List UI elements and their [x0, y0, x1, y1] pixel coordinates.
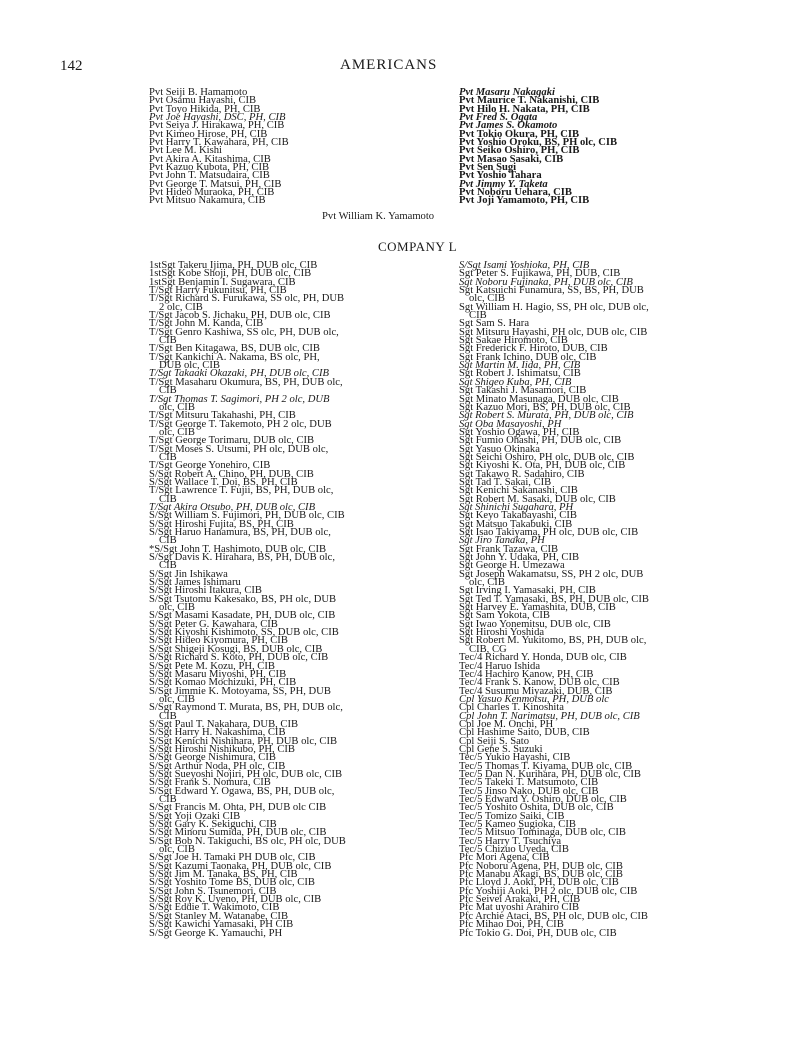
- roster-entry: Pvt Seiya J. Hirakawa, PH, CIB: [149, 120, 285, 132]
- roster-entry: Pvt Osamu Hayashi, CIB: [149, 95, 257, 107]
- roster-entry: T/Sgt Ben Kitagawa, BS, DUB olc, CIB: [149, 343, 320, 355]
- section-heading: COMPANY L: [378, 239, 458, 254]
- roster-entry: S/Sgt Edward Y. Ogawa, BS, PH, DUB olc,: [149, 785, 335, 797]
- roster-entry-continuation: CIB, CG: [469, 643, 507, 655]
- roster-entry: Sgt Robert J. Ishimatsu, CIB: [459, 368, 581, 380]
- company-l-left-column: [149, 262, 346, 938]
- roster-entry: Pvt Joji Yamamoto, PH, CIB: [459, 195, 590, 207]
- roster-entry: Tec/5 Yoshito Oshita, DUB olc, CIB: [459, 802, 614, 814]
- roster-entry: Tec/4 Richard Y. Honda, DUB olc, CIB: [459, 652, 627, 664]
- roster-entry: 1stSgt Takeru Ijima, PH, DUB olc, CIB: [149, 260, 318, 271]
- roster-entry: Pvt George T. Matsui, PH, CIB: [149, 178, 282, 190]
- roster-entry: Cpl Hashime Saito, DUB, CIB: [459, 727, 590, 739]
- roster-entry: Pfc Archie Ataci, BS, PH olc, DUB olc, CIB: [459, 910, 648, 922]
- roster-entry: S/Sgt Raymond T. Murata, BS, PH, DUB olc,: [149, 702, 343, 714]
- roster-entry: S/Sgt John S. Tsunemori, CIB: [149, 885, 277, 897]
- roster-entry: Sgt Martin M. Iida, PH, CIB: [459, 360, 581, 372]
- roster-entry: S/Sgt Roy K. Uyeno, PH, DUB olc, CIB: [149, 894, 322, 906]
- roster-entry: S/Sgt Gary K. Sekiguchi, CIB: [149, 819, 277, 831]
- roster-entry: Sgt Peter S. Fujikawa, PH, DUB, CIB: [459, 268, 621, 280]
- roster-entry: 1stSgt Kobe Shoji, PH, DUB olc, CIB: [149, 268, 312, 280]
- roster-entry-continuation: CIB: [159, 535, 177, 547]
- roster-entry: Pvt Kazuo Kubota, PH, CIB: [149, 162, 270, 174]
- roster-entry: Pvt Seiko Oshiro, PH, CIB: [459, 145, 580, 157]
- roster-entry: Sgt Jiro Tanaka, PH: [459, 535, 545, 547]
- roster-entry: S/Sgt Harry H. Nakashima, CIB: [149, 727, 286, 739]
- roster-entry: Sgt Robert S. Murata, PH, DUB olc, CIB: [459, 410, 634, 422]
- top-right-roster: [459, 89, 617, 206]
- roster-entry: S/Sgt Wallace T. Doi, BS, PH, CIB: [149, 476, 298, 488]
- roster-entry: Pvt Noboru Uehara, CIB: [459, 187, 572, 199]
- top-left-roster: [149, 89, 289, 206]
- roster-entry: Pvt Hideo Muraoka, PH, CIB: [149, 187, 275, 199]
- roster-entry: Pvt Harry T. Kawahara, PH, CIB: [149, 137, 289, 149]
- roster-entry: S/Sgt Stanley M. Watanabe, CIB: [149, 910, 289, 922]
- roster-entry-continuation: olc, CIB: [469, 577, 505, 589]
- roster-entry: Sgt Tad T. Sakai, CIB: [459, 476, 552, 488]
- roster-entry-continuation: olc, CIB: [159, 401, 195, 413]
- roster-entry: S/Sgt Komao Mochizuki, PH, CIB: [149, 677, 297, 689]
- roster-entry: Tec/5 Harry T. Tsuchiya: [459, 835, 562, 847]
- roster-entry: S/Sgt Davis K. Hirahara, BS, PH, DUB olc,: [149, 552, 335, 564]
- roster-entry: Sgt Sakae Hiromoto, CIB: [459, 335, 568, 347]
- roster-entry: Cpl Joe M. Onchi, PH: [459, 718, 554, 730]
- roster-entry: Pvt Jimmy Y. Taketa: [459, 178, 548, 190]
- roster-entry: Pvt Sen Sugi: [459, 162, 517, 174]
- roster-entry: T/Sgt Genro Kashiwa, SS olc, PH, DUB olc,: [149, 326, 339, 338]
- roster-entry-continuation: DUB olc, CIB: [159, 360, 220, 372]
- roster-entry: Cpl John T. Narimatsu, PH, DUB olc, CIB: [459, 710, 640, 722]
- roster-entry: Sgt Kazuo Mori, BS, PH, DUB olc, CIB: [459, 401, 631, 413]
- roster-entry-continuation: olc, CIB: [159, 602, 195, 614]
- roster-entry: T/Sgt Thomas T. Sagimori, PH 2 olc, DUB: [149, 393, 330, 405]
- roster-entry: Sgt Takashi J. Masamori, CIB: [459, 385, 587, 397]
- roster-entry-continuation: CIB: [159, 451, 177, 463]
- roster-entry: S/Sgt Masaru Miyoshi, PH, CIB: [149, 668, 287, 680]
- roster-entry: S/Sgt James Ishimaru: [149, 577, 241, 589]
- roster-entry: S/Sgt Bob N. Takiguchi, BS olc, PH olc, DUB: [149, 835, 346, 847]
- roster-entry: S/Sgt Hideo Kiyomura, PH, CIB: [149, 635, 288, 647]
- roster-entry: Tec/5 Takeki T. Matsumoto, CIB: [459, 777, 599, 789]
- roster-entry: T/Sgt Akira Otsubo, PH, DUB olc, CIB: [149, 501, 316, 513]
- roster-entry: Tec/4 Frank S. Kanow, DUB olc, CIB: [459, 677, 620, 689]
- roster-entry: Sgt Matsuo Takabuki, CIB: [459, 518, 573, 530]
- roster-entry: Sgt Robert M. Sasaki, DUB olc, CIB: [459, 493, 616, 505]
- roster-entry-continuation: olc, CIB: [469, 293, 505, 305]
- roster-entry: S/Sgt Sueyoshi Nojiri, PH olc, DUB olc, CIB: [149, 768, 343, 780]
- roster-entry: Pvt Toyo Hikida, PH, CIB: [149, 103, 261, 115]
- roster-entry: S/Sgt Jin Ishikawa: [149, 568, 228, 580]
- roster-entry: Tec/5 Yukio Hayashi, CIB: [459, 752, 571, 764]
- roster-entry: Sgt Sam Yokota, CIB: [459, 610, 550, 622]
- roster-entry: Cpl Seiji S. Sato: [459, 735, 530, 747]
- roster-entry: S/Sgt Jim M. Tanaka, BS, PH, CIB: [149, 869, 298, 881]
- roster-entry: Sgt William H. Hagio, SS, PH olc, DUB olc,: [459, 301, 649, 313]
- roster-entry: S/Sgt Shigeji Kosugi, BS, DUB olc, CIB: [149, 643, 323, 655]
- roster-entry: Cpl Charles T. Kinoshita: [459, 702, 564, 714]
- roster-entry: Pvt Hilo H. Nakata, PH, CIB: [459, 103, 590, 115]
- roster-entry: S/Sgt Yoshito Tome BS, DUB olc, CIB: [149, 877, 315, 889]
- roster-entry: Sgt Takawo R. Sadahiro, CIB: [459, 468, 585, 480]
- roster-entry-continuation: CIB: [159, 335, 177, 347]
- roster-entry: S/Sgt George Nishimura, CIB: [149, 752, 276, 764]
- company-l-right-column: [459, 262, 649, 938]
- roster-entry: S/Sgt Pete M. Kozu, PH, CIB: [149, 660, 275, 672]
- roster-entry: S/Sgt Hiroshi Fujita, BS, PH, CIB: [149, 518, 294, 530]
- roster-entry: Cpl Gene S. Suzuki: [459, 743, 543, 755]
- roster-entry: 1stSgt Benjamin I. Sugawara, CIB: [149, 276, 296, 288]
- roster-entry: Tec/5 Edward Y. Oshiro, DUB olc, CIB: [459, 794, 627, 805]
- roster-entry: Pfc Noboru Agena, PH, DUB olc, CIB: [459, 860, 623, 872]
- roster-entry: Tec/4 Haruo Ishida: [459, 660, 541, 672]
- roster-entry: Sgt Frank Tazawa, CIB: [459, 543, 559, 555]
- roster-entry: *S/Sgt John T. Hashimoto, DUB olc, CIB: [149, 543, 327, 555]
- roster-entry: Sgt Yasuo Okinaka: [459, 443, 540, 455]
- roster-entry: Sgt Fumio Ohashi, PH, DUB olc, CIB: [459, 435, 622, 447]
- roster-entry: Pfc Tokio G. Doi, PH, DUB olc, CIB: [459, 927, 617, 939]
- roster-entry: Pvt Maurice T. Nakanishi, CIB: [459, 95, 600, 107]
- roster-entry: Sgt George H. Umezawa: [459, 560, 565, 572]
- roster-entry: Sgt Kenichi Sakanashi, CIB: [459, 485, 578, 497]
- roster-entry: T/Sgt Jacob S. Jichaku, PH, DUB olc, CIB: [149, 310, 331, 322]
- roster-entry: T/Sgt Lawrence T. Fujii, BS, PH, DUB olc,: [149, 485, 334, 497]
- roster-entry: Tec/5 Chizuo Uyeda, CIB: [459, 844, 569, 856]
- roster-entry: Sgt Mitsuru Hayashi, PH olc, DUB olc, CIB: [459, 326, 648, 338]
- roster-entry: S/Sgt Jimmie K. Motoyama, SS, PH, DUB: [149, 685, 331, 697]
- roster-entry: Sgt John Y. Udaka, PH, CIB: [459, 552, 580, 564]
- roster-entry: Pfc Manabu Akagi, BS, DUB olc, CIB: [459, 869, 623, 881]
- roster-entry: Sgt Frank Ichino, DUB olc, CIB: [459, 351, 597, 363]
- roster-entry: S/Sgt Francis M. Ohta, PH, DUB olc CIB: [149, 802, 327, 814]
- roster-entry: Pvt Yoshio Oroku, BS, PH olc, CIB: [459, 137, 618, 149]
- roster-entry-continuation: CIB: [469, 310, 487, 322]
- roster-entry: Sgt Shinichi Sugahara, PH: [459, 501, 574, 513]
- roster-entry: S/Sgt Paul T. Nakahara, DUB, CIB: [149, 718, 299, 730]
- roster-entry: Sgt Hiroshi Yoshida: [459, 627, 545, 639]
- roster-entry: Sgt Seichi Oshiro, PH olc, DUB olc, CIB: [459, 451, 635, 463]
- roster-entry: Sgt Joseph Wakamatsu, SS, PH 2 olc, DUB: [459, 568, 644, 580]
- roster-entry: Pvt Joe Hayashi, DSC, PH, CIB: [149, 112, 286, 124]
- roster-entry: Sgt Frederick F. Hiroto, DUB, CIB: [459, 343, 608, 355]
- roster-entry-continuation: CIB: [159, 560, 177, 572]
- roster-entry: Tec/4 Hachiro Kanow, PH, CIB: [459, 668, 594, 680]
- roster-entry: S/Sgt Kawichi Yamasaki, PH CIB: [149, 919, 294, 931]
- roster-entry: T/Sgt Mitsuru Takahashi, PH, CIB: [149, 410, 296, 422]
- roster-entry: Tec/5 Jinso Nako, DUB olc, CIB: [459, 785, 599, 797]
- roster-entry-continuation: CIB: [159, 385, 177, 397]
- roster-entry: T/Sgt George Yonehiro, CIB: [149, 460, 271, 472]
- roster-entry: Pvt Lee M. Kishi: [149, 145, 222, 157]
- roster-entry: S/Sgt Masami Kasadate, PH, DUB olc, CIB: [149, 610, 336, 622]
- roster-entry: Sgt Yoshio Ogawa, PH, CIB: [459, 426, 580, 438]
- roster-entry: T/Sgt Harry Fukunitsu, PH, CIB: [149, 285, 287, 297]
- roster-entry: S/Sgt Peter G. Kawahara, CIB: [149, 618, 278, 630]
- roster-entry: Tec/5 Dan N. Kurihara, PH, DUB olc, CIB: [459, 768, 641, 780]
- roster-entry-continuation: CIB: [159, 794, 177, 805]
- roster-entry: Pvt Mitsuo Nakamura, CIB: [149, 195, 266, 207]
- roster-entry: Pvt Masaru Nakagaki: [459, 87, 555, 98]
- roster-entry: Sgt Ted T. Yamasaki, BS, PH, DUB olc, CIB: [459, 593, 649, 605]
- roster-entry: Tec/5 Mitsuo Tominaga, DUB olc, CIB: [459, 827, 626, 839]
- roster-entry-continuation: CIB: [159, 710, 177, 722]
- roster-entry: Sgt Sam S. Hara: [459, 318, 530, 330]
- roster-entry: Sgt Katsuichi Funamura, SS, BS, PH, DUB: [459, 285, 644, 297]
- roster-entry: Pvt Seiji B. Hamamoto: [149, 87, 248, 98]
- roster-entry: Pfc Mori Agena, CIB: [459, 852, 550, 864]
- roster-entry: S/Sgt Minoru Sumida, PH, DUB olc, CIB: [149, 827, 327, 839]
- roster-entry-continuation: olc, CIB: [159, 426, 195, 438]
- roster-entry: S/Sgt George K. Yamauchi, PH: [149, 927, 283, 939]
- roster-entry: Tec/5 Kameo Sugioka, CIB: [459, 819, 576, 831]
- roster-entry: Pvt Yoshio Tahara: [459, 170, 542, 182]
- roster-entry-continuation: olc, CIB: [159, 693, 195, 705]
- roster-entry: S/Sgt Hiroshi Itakura, CIB: [149, 585, 262, 597]
- roster-entry: Pfc Mihao Doi, PH, CIB: [459, 919, 564, 931]
- roster-entry: S/Sgt Kenichi Nishihara, PH, DUB olc, CIB: [149, 735, 338, 747]
- roster-entry-continuation: 2 olc, CIB: [159, 301, 203, 313]
- roster-entry: S/Sgt Robert A. Chino, PH, DUB, CIB: [149, 468, 314, 480]
- roster-entry: Sgt Robert M. Yukitomo, BS, PH, DUB olc,: [459, 635, 647, 647]
- roster-entry: Pfc Seivei Arakaki, PH, CIB: [459, 894, 581, 906]
- roster-entry: Sgt Isao Takiyama, PH olc, DUB olc, CIB: [459, 527, 639, 538]
- roster-entry: Pvt James S. Okamoto: [459, 120, 558, 132]
- roster-entry: Tec/4 Susumu Miyazaki, DUB, CIB: [459, 685, 613, 697]
- roster-entry: T/Sgt George T. Takemoto, PH 2 olc, DUB: [149, 418, 332, 430]
- roster-entry-continuation: CIB: [159, 493, 177, 505]
- roster-entry: S/Sgt Isami Yoshioka, PH, CIB: [459, 260, 590, 271]
- roster-entry: Cpl Yasuo Kenmotsu, PH, DUB olc: [459, 693, 609, 705]
- roster-entry: Sgt Irving I. Yamasaki, PH, CIB: [459, 585, 596, 597]
- roster-entry: Sgt Shigeo Kuba, PH, CIB: [459, 376, 572, 388]
- roster-entry: T/Sgt George Torimaru, DUB olc, CIB: [149, 435, 315, 447]
- roster-entry: Sgt Noboru Fujinaka, PH, DUB olc, CIB: [459, 276, 633, 288]
- roster-entry: S/Sgt Kiyoshi Kishimoto, SS, DUB olc, CIB: [149, 627, 339, 639]
- roster-entry: Pvt Fred S. Ogata: [459, 112, 538, 124]
- roster-entry: S/Sgt Yoji Ozaki CIB: [149, 810, 241, 822]
- roster-entry: S/Sgt Joe H. Tamaki PH DUB olc, CIB: [149, 852, 316, 864]
- roster-entry: T/Sgt Masaharu Okumura, BS, PH, DUB olc,: [149, 376, 343, 388]
- roster-entry: T/Sgt John M. Kanda, CIB: [149, 318, 264, 330]
- roster-entry: T/Sgt Richard S. Furukawa, SS olc, PH, DUB: [149, 293, 345, 305]
- roster-entry: Sgt Kiyoshi K. Ota, PH, DUB olc, CIB: [459, 460, 626, 472]
- roster-entry: Pvt Kimeo Hirose, PH, CIB: [149, 128, 268, 140]
- roster-entry: Pvt Tokio Okura, PH, CIB: [459, 128, 580, 140]
- roster-entry: S/Sgt Arthur Noda, PH olc, CIB: [149, 760, 286, 772]
- roster-entry: Pvt Masao Sasaki, CIB: [459, 153, 564, 165]
- roster-entry: Sgt Oba Masayoshi, PH: [459, 418, 562, 430]
- roster-entry: Pfc Yoshiji Aoki, PH 2 olc, DUB olc, CIB: [459, 885, 638, 897]
- roster-entry: T/Sgt Kankichi A. Nakama, BS olc, PH,: [149, 351, 320, 363]
- roster-entry: Pvt Akira A. Kitashima, CIB: [149, 153, 271, 165]
- roster-entry-continuation: olc, CIB: [159, 844, 195, 856]
- roster-entry: S/Sgt Eddie T. Wakimoto, CIB: [149, 902, 280, 914]
- roster-entry: Pvt John T. Matsudaira, CIB: [149, 170, 270, 182]
- roster-entry: S/Sgt Hiroshi Nishikubo, PH, CIB: [149, 743, 295, 755]
- roster-entry: S/Sgt Kazumi Taonaka, PH, DUB olc, CIB: [149, 860, 332, 872]
- roster-entry: Sgt Harvey E. Yamashita, DUB, CIB: [459, 602, 616, 614]
- roster-entry: S/Sgt Haruo Hanamura, BS, PH, DUB olc,: [149, 527, 331, 538]
- roster-entry: Sgt Keyo Takabayashi, CIB: [459, 510, 577, 522]
- roster-entry: T/Sgt Moses S. Utsumi, PH olc, DUB olc,: [149, 443, 329, 455]
- roster-entry: Pfc Mat uyoshi Arahiro CIB: [459, 902, 580, 914]
- page-number: 142: [60, 58, 83, 74]
- roster-entry: Sgt Minato Masunaga, DUB olc, CIB: [459, 393, 619, 405]
- roster-entry: S/Sgt Frank S. Nomura, CIB: [149, 777, 271, 789]
- roster-entry: Sgt Iwao Yonemitsu, DUB olc, CIB: [459, 618, 611, 630]
- roster-entry: T/Sgt Takaaki Okazaki, PH, DUB olc, CIB: [149, 368, 329, 380]
- running-head: AMERICANS: [340, 57, 438, 73]
- roster-entry: S/Sgt Richard S. Koto, PH, DUB olc, CIB: [149, 652, 329, 664]
- roster-entry: Pfc Lloyd J. Aoki, PH, DUB olc, CIB: [459, 877, 619, 889]
- roster-entry: Tec/5 Thomas T. Kiyama, DUB olc, CIB: [459, 760, 633, 772]
- roster-entry: S/Sgt Tsutomu Kakesako, BS, PH olc, DUB: [149, 593, 337, 605]
- roster-entry: Tec/5 Tomizo Saiki, CIB: [459, 810, 565, 822]
- centered-roster-entry: Pvt William K. Yamamoto: [322, 211, 435, 222]
- roster-entry: S/Sgt William S. Fujimori, PH, DUB olc, CIB: [149, 510, 345, 522]
